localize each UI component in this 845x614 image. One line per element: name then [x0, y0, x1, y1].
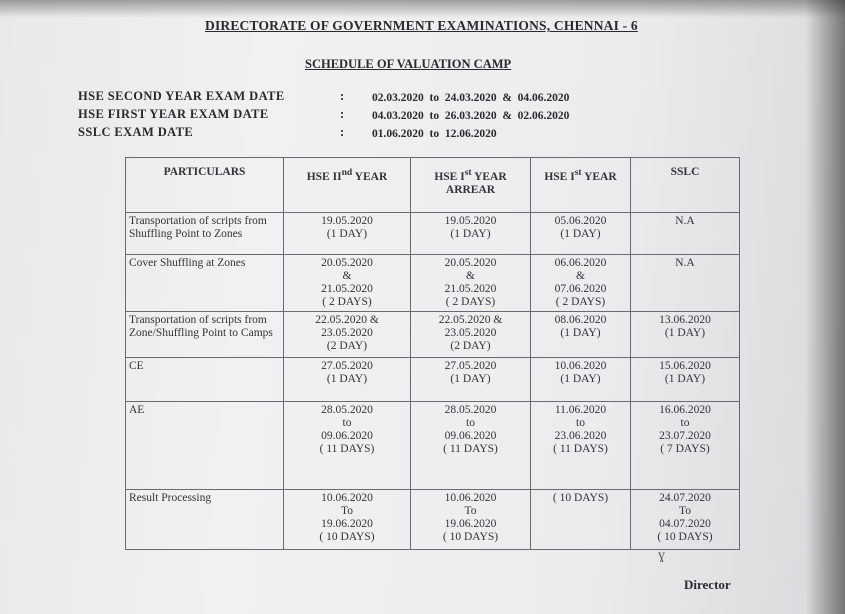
cell-particular: Transportation of scripts from Zone/Shuffling Point to Camps: [126, 312, 284, 358]
cell-line: 22.05.2020 &: [438, 314, 503, 326]
cell-hse2: [284, 213, 411, 255]
cell-sslc: [631, 255, 740, 312]
cell-line: (1 DAY): [664, 373, 706, 385]
cell-line: 23.05.2020: [444, 327, 497, 339]
cell-line: (2 DAY): [450, 340, 491, 352]
cell-line: 28.05.2020: [321, 404, 373, 416]
cell-line: 20.05.2020: [321, 257, 373, 269]
table-header-row: [126, 158, 740, 213]
cell-line: 06.06.2020: [554, 257, 607, 269]
cell-line: 15.06.2020: [659, 360, 711, 372]
cell-line: N.A: [675, 257, 695, 269]
cell-line: 10.06.2020: [321, 492, 373, 504]
cell-particular: AE: [126, 402, 284, 490]
schedule-subtitle: SCHEDULE OF VALUATION CAMP: [305, 57, 512, 71]
exam-date-list: [78, 89, 638, 143]
exam-date-range: 02.03.2020 to 24.03.2020 & 04.06.2020: [372, 92, 570, 104]
cell-line: ( 10 DAYS): [657, 531, 713, 543]
cell-line: (1 DAY): [450, 228, 491, 240]
exam-date-colon: :: [340, 107, 345, 121]
table-body: [126, 213, 740, 550]
cell-line: ( 2 DAYS): [555, 296, 606, 308]
cell-line: ( 10 DAYS): [319, 531, 375, 543]
cell-line: 23.05.2020: [321, 327, 373, 339]
cell-line: 05.06.2020: [554, 215, 607, 227]
cell-hse1a: [411, 312, 531, 358]
cell-sslc: [631, 402, 740, 490]
cell-line: ( 11 DAYS): [319, 443, 375, 455]
table-row: [126, 490, 740, 550]
cell-line: To: [341, 505, 353, 517]
cell-line: 09.06.2020: [444, 430, 497, 442]
cell-particular: Transportation of scripts from Shuffling Point to Zones: [126, 213, 284, 255]
cell-sslc: [631, 490, 740, 550]
cell-line: to: [680, 417, 690, 429]
header-sslc: SSLC: [631, 158, 740, 213]
cell-sslc: [631, 312, 740, 358]
cell-line: 16.06.2020: [659, 404, 711, 416]
cell-line: ( 10 DAYS): [442, 531, 499, 543]
cell-line: to: [342, 417, 352, 429]
cell-hse1: [531, 358, 631, 402]
cell-line: 11.06.2020: [554, 404, 607, 416]
exam-date-label: HSE SECOND YEAR EXAM DATE: [78, 89, 285, 103]
cell-hse1a: [411, 402, 531, 490]
cell-line: 10.06.2020: [444, 492, 497, 504]
cell-line: (1 DAY): [560, 327, 601, 339]
cell-line: To: [679, 505, 691, 517]
cell-hse2: [284, 358, 411, 402]
cell-line: ( 11 DAYS): [553, 443, 608, 455]
cell-line: 19.05.2020: [444, 215, 497, 227]
cell-line: 24.07.2020: [659, 492, 711, 504]
cell-sslc: [631, 358, 740, 402]
cell-line: (1 DAY): [560, 373, 601, 385]
header-hse1-sup: st: [574, 167, 582, 178]
table-row: [126, 402, 740, 490]
cell-hse2: [284, 490, 411, 550]
header-hse1a-arrear: ARREAR: [445, 183, 496, 196]
table-row: [126, 358, 740, 402]
page-shadow-top: [0, 0, 845, 18]
cell-line: 21.05.2020: [444, 283, 497, 295]
cell-line: 19.06.2020: [321, 518, 373, 530]
cell-particular: CE: [126, 358, 284, 402]
cell-line: N.A: [675, 215, 695, 227]
exam-date-range: 04.03.2020 to 26.03.2020 & 02.06.2020: [372, 110, 570, 122]
header-hse1-year: YEAR: [581, 170, 617, 183]
cell-hse1: [531, 402, 631, 490]
exam-date-colon: :: [340, 125, 345, 139]
cell-line: ( 10 DAYS): [552, 492, 609, 504]
cell-line: To: [464, 505, 477, 517]
exam-date-row: [78, 89, 638, 107]
exam-date-label: SSLC EXAM DATE: [78, 125, 194, 139]
cell-line: to: [466, 417, 475, 429]
cell-line: ( 7 DAYS): [660, 443, 710, 455]
cell-line: 04.07.2020: [659, 518, 711, 530]
cell-hse2: [284, 312, 411, 358]
exam-date-row: [78, 125, 638, 143]
cell-line: ( 11 DAYS): [443, 443, 498, 455]
header-hse1a-year: YEAR: [471, 170, 507, 183]
cell-line: (1 DAY): [664, 327, 706, 339]
cell-line: ( 2 DAYS): [322, 296, 372, 308]
cell-hse1: [531, 213, 631, 255]
header-hse2-text: HSE II: [306, 170, 342, 183]
cell-hse1a: [411, 213, 531, 255]
cell-line: 23.07.2020: [659, 430, 711, 442]
cell-line: to: [576, 417, 585, 429]
cell-line: 08.06.2020: [554, 314, 607, 326]
exam-date-row: [78, 107, 638, 125]
cell-line: 07.06.2020: [554, 283, 607, 295]
exam-date-colon: :: [340, 89, 345, 103]
cell-hse1: [531, 490, 631, 550]
cell-hse2: [284, 255, 411, 312]
cell-line: 21.05.2020: [321, 283, 373, 295]
header-hse-second-year: [284, 158, 411, 213]
cell-line: (1 DAY): [560, 228, 601, 240]
header-hse1a-sup: st: [464, 167, 472, 178]
cell-hse1a: [411, 490, 531, 550]
cell-particular: Cover Shuffling at Zones: [126, 255, 284, 312]
header-hse-first-year: [531, 158, 631, 213]
initials-mark: ɣ: [658, 548, 665, 563]
header-particulars: PARTICULARS: [126, 158, 284, 213]
cell-hse1a: [411, 255, 531, 312]
cell-line: (1 DAY): [450, 373, 491, 385]
cell-line: 23.06.2020: [554, 430, 607, 442]
cell-particular: Result Processing: [126, 490, 284, 550]
cell-hse1: [531, 255, 631, 312]
director-signature: Director: [684, 577, 731, 592]
exam-date-range: 01.06.2020 to 12.06.2020: [372, 128, 497, 140]
cell-line: &: [576, 270, 585, 282]
cell-line: 09.06.2020: [321, 430, 373, 442]
table-row: [126, 312, 740, 358]
cell-line: (1 DAY): [326, 228, 368, 240]
table-row: [126, 213, 740, 255]
cell-hse2: [284, 402, 411, 490]
cell-line: 22.05.2020 &: [315, 314, 379, 326]
cell-line: 20.05.2020: [444, 257, 497, 269]
cell-sslc: [631, 213, 740, 255]
cell-line: &: [466, 270, 475, 282]
cell-line: ( 2 DAYS): [445, 296, 496, 308]
header-hse2-sup: nd: [341, 167, 353, 178]
cell-line: &: [342, 270, 352, 282]
exam-date-label: HSE FIRST YEAR EXAM DATE: [78, 107, 269, 121]
cell-line: 10.06.2020: [554, 360, 607, 372]
table-row: [126, 255, 740, 312]
header-hse1a-text: HSE I: [434, 170, 465, 183]
cell-line: 28.05.2020: [444, 404, 497, 416]
cell-line: 27.05.2020: [444, 360, 497, 372]
header-hse2-year: YEAR: [352, 170, 388, 183]
page-shadow-edge: [805, 0, 845, 614]
cell-line: (2 DAY): [326, 340, 368, 352]
cell-line: 13.06.2020: [659, 314, 711, 326]
header-hse1-text: HSE I: [544, 170, 575, 183]
header-hse-first-year-arrear: [411, 158, 531, 213]
cell-hse1: [531, 312, 631, 358]
cell-hse1a: [411, 358, 531, 402]
cell-line: (1 DAY): [326, 373, 368, 385]
cell-line: 19.06.2020: [444, 518, 497, 530]
valuation-schedule-table: [125, 157, 740, 550]
cell-line: 27.05.2020: [321, 360, 373, 372]
page-title: DIRECTORATE OF GOVERNMENT EXAMINATIONS, CHENNAI - 6: [205, 18, 638, 33]
cell-line: 19.05.2020: [321, 215, 373, 227]
